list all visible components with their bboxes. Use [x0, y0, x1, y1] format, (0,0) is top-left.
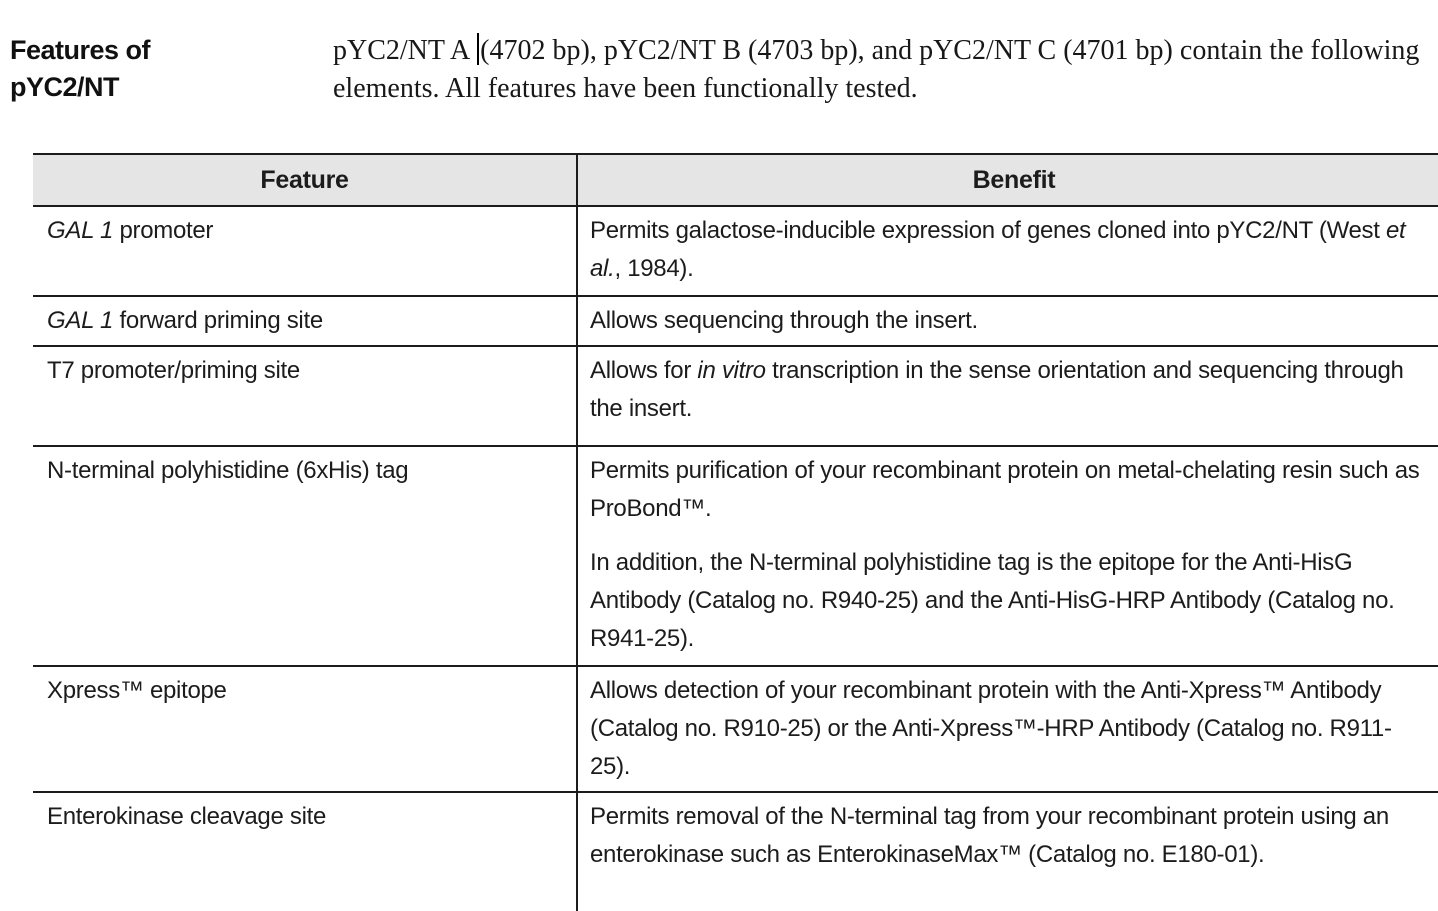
feature-cell [33, 792, 577, 911]
text-run: Allows detection of your recombinant protein with the Anti-Xpress™ Antibody (Catalog no. R910-25) or the Anti-Xpress™-HRP Antibody (Catalog no. R911-25). [590, 677, 1392, 780]
benefit-paragraph [590, 544, 1420, 658]
section-title [10, 32, 333, 106]
benefit-paragraph [590, 352, 1420, 428]
column-header-feature: Feature [33, 154, 577, 206]
benefit-cell [577, 792, 1438, 911]
section-title-line1: Features of [10, 35, 151, 65]
table-row [33, 446, 1438, 666]
text-run: In addition, the N-terminal polyhistidine tag is the epitope for the Anti-HisG Antibody (Catalog no. R940-25) and the Anti-HisG-HRP Antibody (Catalog no. R941-25). [590, 549, 1395, 652]
benefit-cell [577, 446, 1438, 666]
feature-cell [33, 206, 577, 296]
benefit-paragraph [590, 798, 1420, 874]
table-row [33, 666, 1438, 792]
feature-cell [33, 346, 577, 446]
text-run: , 1984). [614, 255, 694, 282]
table-header-row [33, 154, 1438, 206]
benefit-cell [577, 206, 1438, 296]
text-run: Permits galactose-inducible expression of genes cloned into pYC2/NT (West [590, 217, 1386, 244]
text-cursor [477, 33, 479, 65]
text-run: Allows sequencing through the insert. [590, 307, 978, 334]
text-run: Xpress™ epitope [47, 677, 227, 704]
benefit-paragraph [590, 302, 1420, 340]
text-run: transcription in the sense orientation and sequencing through the insert. [590, 357, 1404, 422]
text-run: in vitro [697, 357, 766, 384]
text-run: Enterokinase cleavage site [47, 803, 327, 830]
text-run: promoter [113, 217, 214, 244]
text-run: Permits removal of the N-terminal tag from your recombinant protein using an enterokinase such as EnterokinaseMax™ (Catalog no. E180-01). [590, 803, 1389, 868]
benefit-paragraph [590, 212, 1420, 288]
text-run: Permits purification of your recombinant protein on metal-chelating resin such as ProBond™. [590, 457, 1420, 522]
feature-cell [33, 296, 577, 346]
benefit-cell [577, 346, 1438, 446]
text-run: T7 promoter/priming site [47, 357, 300, 384]
features-table [33, 153, 1438, 911]
benefit-cell [577, 666, 1438, 792]
table-row [33, 346, 1438, 446]
intro-paragraph [333, 32, 1432, 108]
section-title-line2: pYC2/NT [10, 72, 120, 102]
text-run: N-terminal polyhistidine (6xHis) tag [47, 457, 409, 484]
text-run: GAL 1 [47, 217, 114, 244]
text-run: pYC2/NT A [333, 35, 471, 66]
table-row [33, 206, 1438, 296]
feature-cell [33, 666, 577, 792]
text-run: Allows for [590, 357, 698, 384]
text-run: GAL 1 [47, 307, 114, 334]
text-run: (4702 bp), pYC2/NT B (4703 bp), and pYC2/NT C (4701 bp) contain the following elements. All features have been functionally tested. [333, 35, 1420, 104]
table-row [33, 296, 1438, 346]
text-run: et al. [590, 217, 1406, 282]
text-run: forward priming site [113, 307, 323, 334]
benefit-paragraph [590, 672, 1420, 786]
table-row [33, 792, 1438, 911]
benefit-paragraph [590, 452, 1420, 528]
feature-cell [33, 446, 577, 666]
benefit-cell [577, 296, 1438, 346]
header-block [10, 32, 1432, 108]
column-header-benefit: Benefit [577, 154, 1438, 206]
